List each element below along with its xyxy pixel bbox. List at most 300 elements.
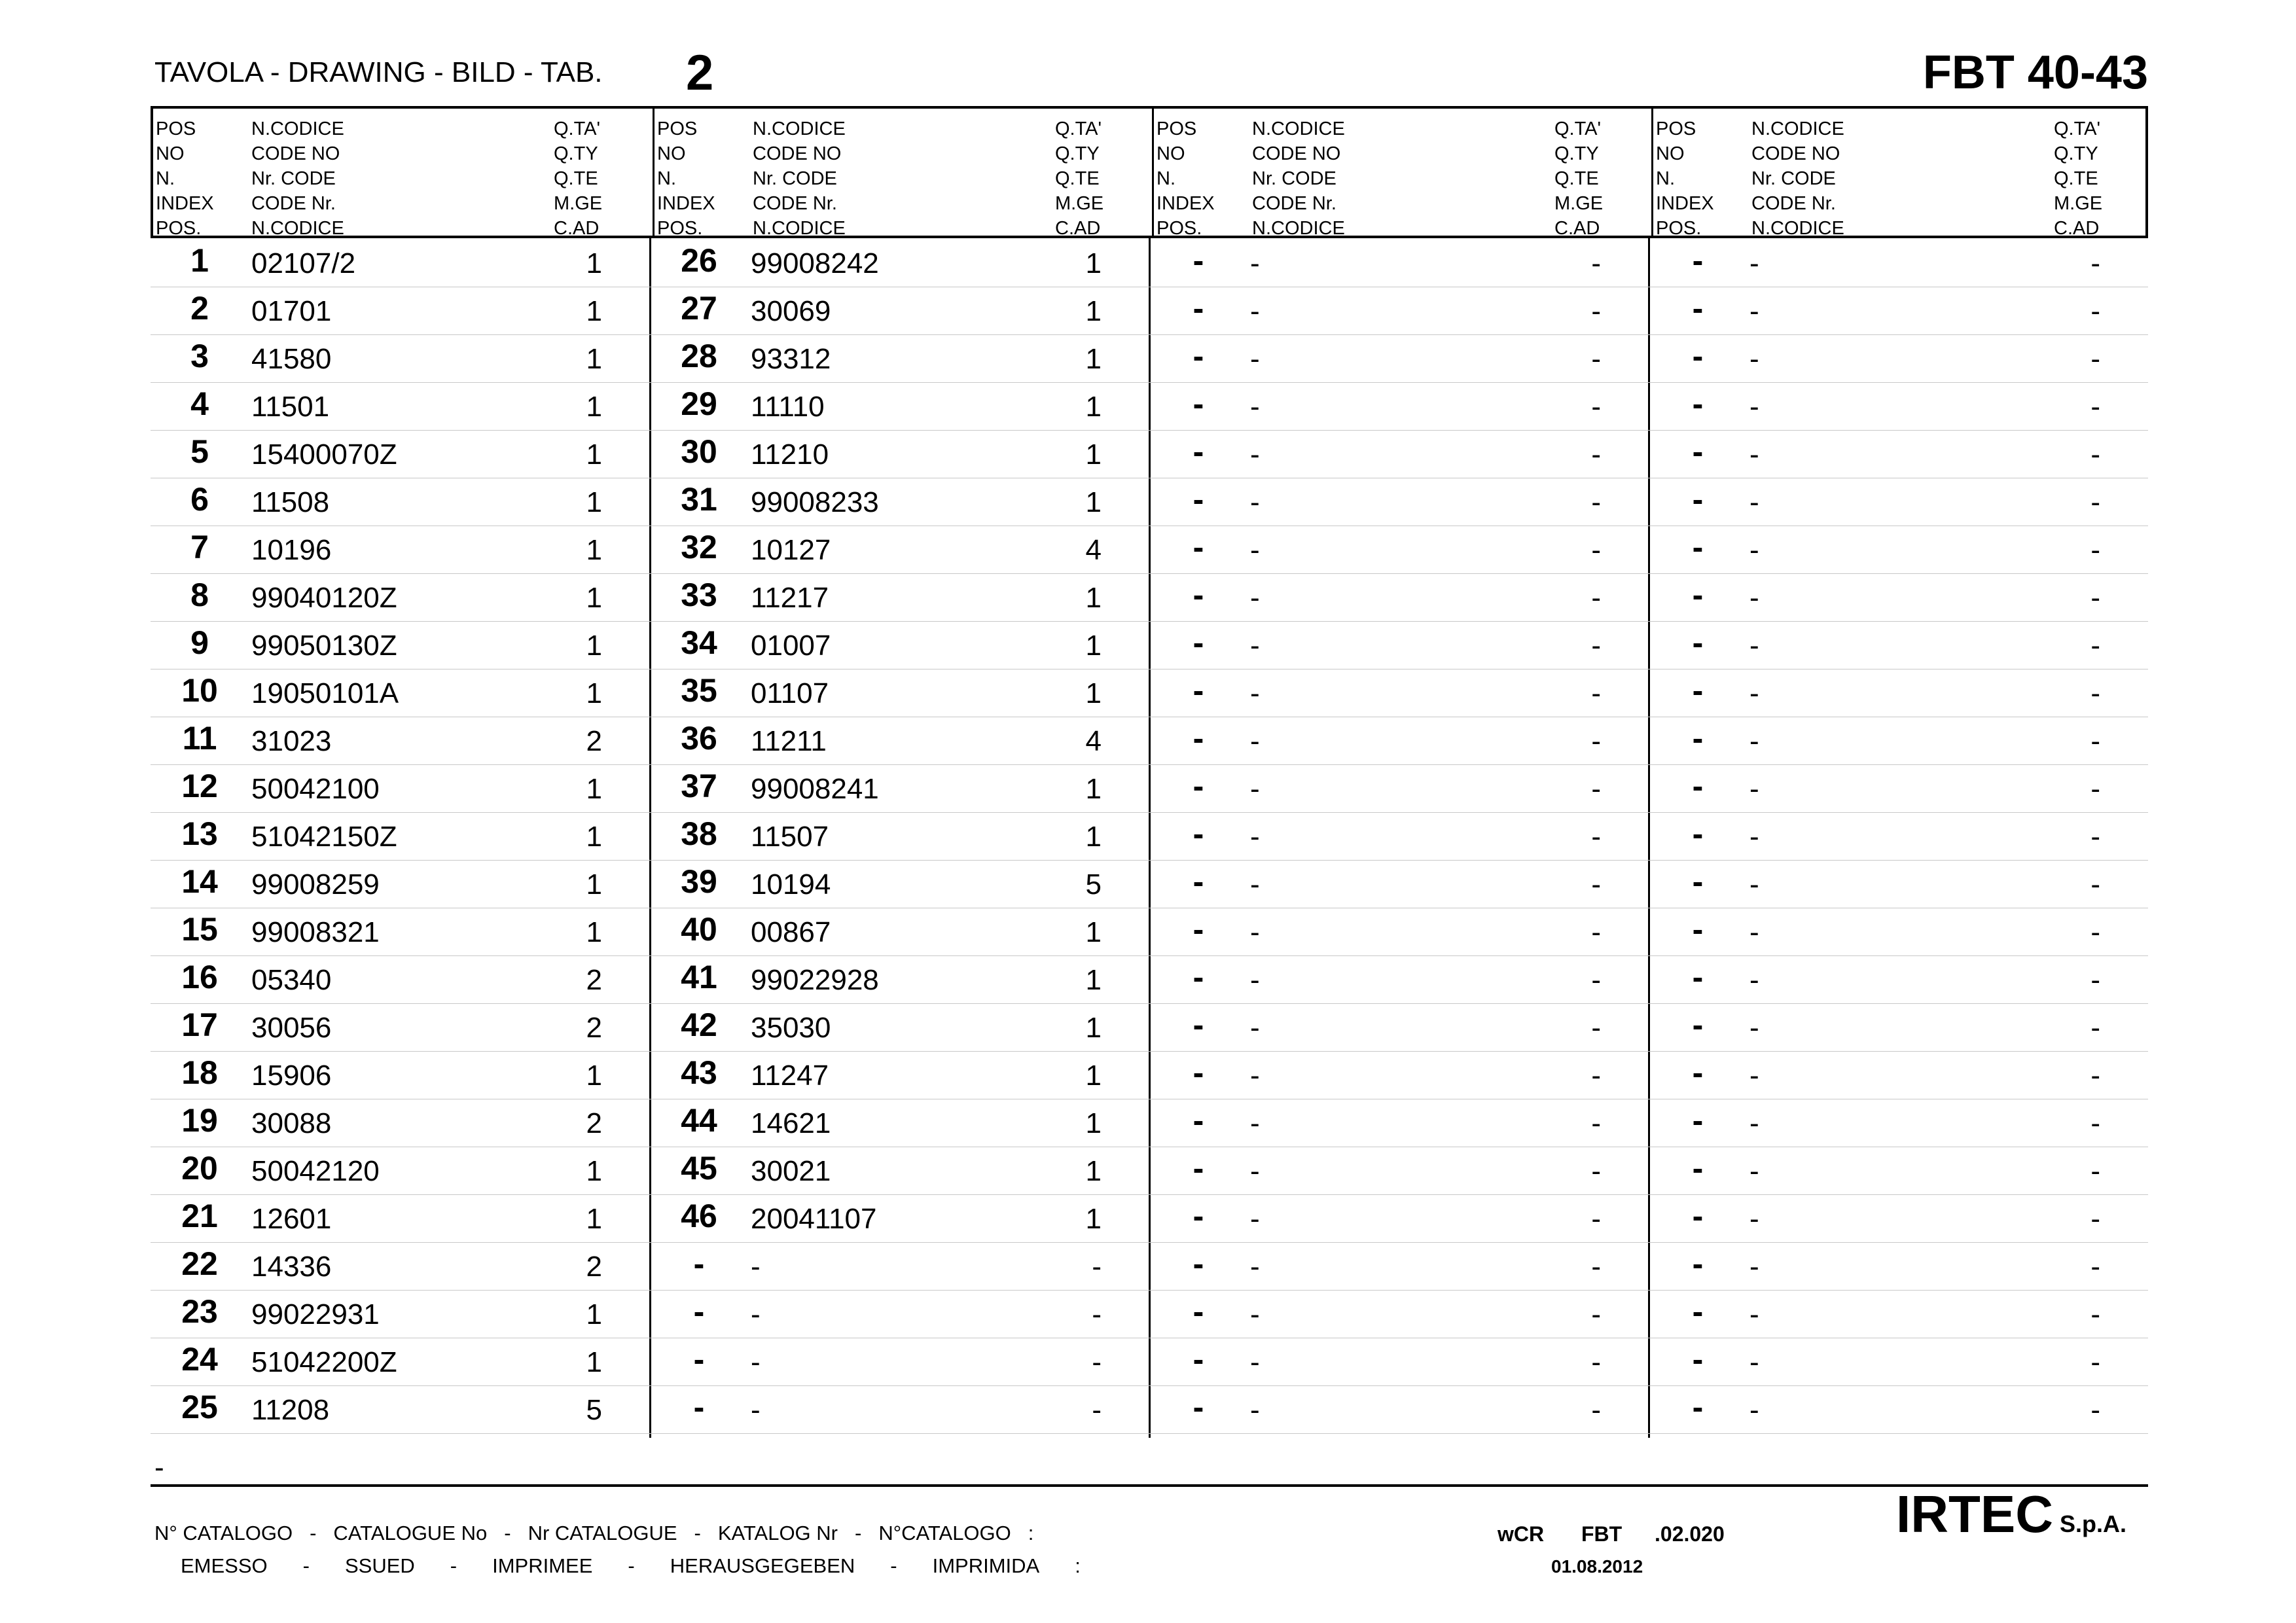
quantity: 2 <box>586 964 602 996</box>
quantity: - <box>2090 438 2100 471</box>
header-pos-labels <box>156 116 214 241</box>
position-number: - <box>1193 242 1204 279</box>
footer-label: HERAUSGEGEBEN <box>670 1554 855 1577</box>
part-code: 11508 <box>251 486 330 518</box>
part-code: - <box>1250 343 1260 375</box>
header-label: M.GE <box>554 193 603 214</box>
issued-line <box>181 1554 1116 1578</box>
part-code: - <box>1749 438 1759 471</box>
quantity: - <box>1591 1251 1601 1283</box>
part-code: - <box>1250 582 1260 614</box>
position-number: - <box>1692 672 1704 709</box>
header-code-labels <box>1751 116 1844 241</box>
part-code: - <box>1250 630 1260 662</box>
footer-label: - <box>628 1554 635 1577</box>
part-code: 30021 <box>751 1155 831 1187</box>
position-number: 43 <box>681 1054 717 1091</box>
position-number: 40 <box>681 911 717 948</box>
catalog-ref-model: FBT <box>1581 1522 1623 1546</box>
position-number: - <box>1193 1245 1204 1282</box>
part-code: - <box>1250 1155 1260 1187</box>
footer-label: - <box>694 1522 701 1544</box>
quantity: 1 <box>1085 1012 1102 1044</box>
position-number: 30 <box>681 433 717 470</box>
note-text: - <box>154 1452 164 1484</box>
position-number: 33 <box>681 577 717 613</box>
quantity: - <box>1591 343 1601 375</box>
part-code: 99022931 <box>251 1298 380 1330</box>
position-number: - <box>693 1389 705 1425</box>
table-row <box>151 764 2148 812</box>
position-number: - <box>1692 481 1704 518</box>
part-code: 30056 <box>251 1012 332 1044</box>
position-number: - <box>1692 433 1704 470</box>
quantity: - <box>2090 821 2100 853</box>
part-code: - <box>1749 916 1759 948</box>
quantity: 1 <box>1085 343 1102 375</box>
part-code: - <box>1250 486 1260 518</box>
position-number: 16 <box>181 959 218 995</box>
quantity: - <box>1092 1251 1102 1283</box>
part-code: 50042120 <box>251 1155 380 1187</box>
header-label: Q.TY <box>1554 143 1599 164</box>
table-row <box>151 382 2148 429</box>
part-code: - <box>1250 1107 1260 1139</box>
position-number: 21 <box>181 1198 218 1234</box>
quantity: - <box>1591 1060 1601 1092</box>
position-number: 10 <box>181 672 218 709</box>
header-code-labels <box>1252 116 1345 241</box>
position-number: 5 <box>190 433 209 470</box>
position-number: - <box>1193 863 1204 900</box>
footer-label: - <box>504 1522 511 1544</box>
footer-label: SSUED <box>344 1554 415 1577</box>
catalog-number-line <box>154 1522 1050 1545</box>
position-number: 31 <box>681 481 717 518</box>
part-code: - <box>1250 534 1260 566</box>
quantity: - <box>1591 486 1601 518</box>
position-number: 22 <box>181 1245 218 1282</box>
header-label: CODE NO <box>1252 143 1341 164</box>
position-number: - <box>1193 290 1204 327</box>
table-row <box>151 1050 2148 1098</box>
table-row <box>151 668 2148 716</box>
quantity: - <box>1591 1155 1601 1187</box>
quantity: 1 <box>1085 247 1102 279</box>
part-code: 11247 <box>751 1060 829 1092</box>
part-code: - <box>751 1346 761 1378</box>
table-row <box>151 1146 2148 1194</box>
quantity: 2 <box>586 1012 602 1044</box>
part-code: 99008242 <box>751 247 879 279</box>
header-label: Q.TA' <box>1055 118 1102 139</box>
part-code: - <box>1749 534 1759 566</box>
quantity: - <box>1591 1394 1601 1426</box>
header-label: POS. <box>156 218 202 239</box>
position-number: - <box>1692 768 1704 804</box>
header-label: C.AD <box>2054 218 2100 239</box>
quantity: - <box>2090 868 2100 901</box>
part-code: - <box>751 1394 761 1426</box>
quantity: - <box>2090 1298 2100 1330</box>
part-code: - <box>1250 1346 1260 1378</box>
position-number: - <box>1692 385 1704 422</box>
part-code: 99008321 <box>251 916 380 948</box>
footer-label: IMPRIMIDA <box>932 1554 1040 1577</box>
quantity: - <box>1591 1298 1601 1330</box>
quantity: 1 <box>1085 1155 1102 1187</box>
header-label: Q.TY <box>2054 143 2098 164</box>
part-code: - <box>1250 1203 1260 1235</box>
position-number: - <box>1193 1054 1204 1091</box>
position-number: 13 <box>181 815 218 852</box>
header-label: POS <box>156 118 196 139</box>
header-label: NO <box>1656 143 1685 164</box>
table-row <box>151 334 2148 382</box>
model-name: FBT 40-43 <box>1922 46 2148 99</box>
header-label: C.AD <box>1055 218 1101 239</box>
position-number: 24 <box>181 1341 218 1378</box>
position-number: - <box>1193 481 1204 518</box>
position-number: - <box>693 1293 705 1330</box>
quantity: 1 <box>586 677 602 709</box>
part-code: - <box>1749 821 1759 853</box>
position-number: - <box>1692 815 1704 852</box>
footer-label: N° CATALOGO <box>154 1522 293 1544</box>
quantity: - <box>1591 1346 1601 1378</box>
quantity: 1 <box>586 1346 602 1378</box>
footer-label: CATALOGUE No <box>333 1522 488 1544</box>
position-number: 2 <box>190 290 209 327</box>
position-number: - <box>1692 624 1704 661</box>
drawing-title: TAVOLA - DRAWING - BILD - TAB. <box>154 56 603 88</box>
part-code: 11208 <box>251 1394 330 1426</box>
part-code: 99008233 <box>751 486 879 518</box>
position-number: - <box>1193 577 1204 613</box>
quantity: - <box>2090 1012 2100 1044</box>
header-label: CODE Nr. <box>1751 193 1836 214</box>
header-label: N.CODICE <box>753 218 846 239</box>
header-label: INDEX <box>657 193 715 214</box>
position-number: - <box>1692 1102 1704 1139</box>
quantity: 1 <box>1085 916 1102 948</box>
part-code: - <box>1749 1107 1759 1139</box>
quantity: - <box>1092 1394 1102 1426</box>
footer-label: - <box>450 1554 457 1577</box>
position-number: - <box>1193 1102 1204 1139</box>
quantity: 2 <box>586 1251 602 1283</box>
table-row <box>151 238 2148 286</box>
part-code: 01107 <box>751 677 829 709</box>
quantity: - <box>1591 1107 1601 1139</box>
quantity: 1 <box>586 1155 602 1187</box>
part-code: 41580 <box>251 343 332 375</box>
quantity: - <box>2090 343 2100 375</box>
header-label: C.AD <box>554 218 600 239</box>
part-code: - <box>1749 486 1759 518</box>
header-label: N.CODICE <box>1252 218 1345 239</box>
position-number: 37 <box>681 768 717 804</box>
parts-table <box>151 238 2148 1438</box>
header-label: POS. <box>657 218 703 239</box>
header-label: Q.TE <box>1554 168 1599 189</box>
header-label: POS. <box>1157 218 1202 239</box>
header-pos-labels <box>1157 116 1215 241</box>
table-row <box>151 477 2148 525</box>
quantity: - <box>2090 1203 2100 1235</box>
quantity: 1 <box>1085 773 1102 805</box>
part-code: 02107/2 <box>251 247 356 279</box>
quantity: - <box>1591 582 1601 614</box>
position-number: 19 <box>181 1102 218 1139</box>
header-label: M.GE <box>2054 193 2103 214</box>
position-number: - <box>1692 290 1704 327</box>
position-number: - <box>693 1245 705 1282</box>
position-number: - <box>1193 1341 1204 1378</box>
part-code: - <box>1749 773 1759 805</box>
quantity: - <box>2090 582 2100 614</box>
quantity: - <box>2090 486 2100 518</box>
quantity: - <box>2090 295 2100 327</box>
footer-label: : <box>1028 1522 1034 1544</box>
quantity: 1 <box>586 868 602 901</box>
footer-label: : <box>1075 1554 1081 1577</box>
quantity: 1 <box>1085 630 1102 662</box>
quantity: 1 <box>1085 486 1102 518</box>
header-label: CODE NO <box>1751 143 1840 164</box>
position-number: 15 <box>181 911 218 948</box>
position-number: - <box>1193 815 1204 852</box>
header-label: INDEX <box>1157 193 1215 214</box>
header-label: Q.TA' <box>1554 118 1602 139</box>
part-code: - <box>1749 1012 1759 1044</box>
part-code: 05340 <box>251 964 332 996</box>
table-row <box>151 907 2148 955</box>
footer-label: - <box>310 1522 317 1544</box>
part-code: - <box>1250 1012 1260 1044</box>
part-code: 99022928 <box>751 964 879 996</box>
quantity: - <box>2090 1107 2100 1139</box>
quantity: - <box>2090 1394 2100 1426</box>
position-number: 17 <box>181 1007 218 1043</box>
quantity: 1 <box>586 343 602 375</box>
part-code: 31023 <box>251 725 332 757</box>
position-number: 11 <box>182 720 217 757</box>
header-qty-labels <box>2054 116 2102 241</box>
position-number: - <box>1692 529 1704 565</box>
header-label: Nr. CODE <box>753 168 837 189</box>
position-number: - <box>1193 433 1204 470</box>
header-label: NO <box>657 143 686 164</box>
table-row <box>151 1289 2148 1337</box>
table-row <box>151 812 2148 859</box>
header-label: CODE Nr. <box>1252 193 1336 214</box>
position-number: - <box>1692 1054 1704 1091</box>
quantity: - <box>2090 916 2100 948</box>
quantity: - <box>2090 1155 2100 1187</box>
position-number: - <box>1193 1007 1204 1043</box>
position-number: 23 <box>181 1293 218 1330</box>
part-code: 15906 <box>251 1060 332 1092</box>
quantity: - <box>2090 630 2100 662</box>
part-code: 20041107 <box>751 1203 877 1235</box>
quantity: 1 <box>586 486 602 518</box>
part-code: - <box>1250 247 1260 279</box>
quantity: - <box>1591 438 1601 471</box>
quantity: 1 <box>586 1060 602 1092</box>
position-number: 12 <box>181 768 218 804</box>
part-code: - <box>1749 1203 1759 1235</box>
quantity: 2 <box>586 1107 602 1139</box>
quantity: - <box>1591 677 1601 709</box>
header-label: Q.TE <box>2054 168 2098 189</box>
header-label: Nr. CODE <box>1751 168 1836 189</box>
header-label: CODE Nr. <box>753 193 837 214</box>
quantity: 1 <box>586 1203 602 1235</box>
header-label: Q.TE <box>1055 168 1100 189</box>
quantity: - <box>1591 295 1601 327</box>
header-label: Q.TA' <box>2054 118 2101 139</box>
quantity: 1 <box>586 1298 602 1330</box>
position-number: 14 <box>181 863 218 900</box>
footer-label: EMESSO <box>181 1554 268 1577</box>
position-number: - <box>1193 1150 1204 1186</box>
footer-label: KATALOG Nr <box>717 1522 838 1544</box>
part-code: - <box>1749 630 1759 662</box>
header-label: CODE Nr. <box>251 193 336 214</box>
position-number: - <box>1692 720 1704 757</box>
part-code: 99008241 <box>751 773 879 805</box>
position-number: - <box>1193 720 1204 757</box>
part-code: 93312 <box>751 343 831 375</box>
part-code: - <box>1749 247 1759 279</box>
header-qty-labels <box>554 116 602 241</box>
position-number: - <box>1692 577 1704 613</box>
part-code: - <box>1749 1394 1759 1426</box>
quantity: - <box>2090 964 2100 996</box>
header-label: POS <box>1157 118 1197 139</box>
part-code: 11501 <box>251 391 330 423</box>
header-column-group <box>1651 109 2151 239</box>
position-number: 18 <box>181 1054 218 1091</box>
position-number: - <box>1193 1389 1204 1425</box>
position-number: - <box>1692 1293 1704 1330</box>
issue-date: 01.08.2012 <box>1551 1556 1643 1577</box>
position-number: - <box>1692 863 1704 900</box>
position-number: - <box>1692 1341 1704 1378</box>
table-row <box>151 1241 2148 1289</box>
part-code: 30069 <box>751 295 831 327</box>
footer-label: - <box>855 1522 862 1544</box>
part-code: - <box>1250 725 1260 757</box>
position-number: - <box>1692 911 1704 948</box>
quantity: - <box>1092 1346 1102 1378</box>
quantity: 1 <box>1085 964 1102 996</box>
part-code: 10196 <box>251 534 332 566</box>
header-label: Nr. CODE <box>1252 168 1336 189</box>
part-code: - <box>1749 964 1759 996</box>
quantity: - <box>2090 534 2100 566</box>
position-number: 7 <box>190 529 209 565</box>
header-label: Q.TY <box>554 143 598 164</box>
part-code: 51042200Z <box>251 1346 397 1378</box>
quantity: 1 <box>1085 1107 1102 1139</box>
part-code: 01007 <box>751 630 831 662</box>
position-number: - <box>1193 624 1204 661</box>
part-code: - <box>1250 773 1260 805</box>
header-label: C.AD <box>1554 218 1600 239</box>
company-name: IRTEC <box>1896 1485 2053 1543</box>
part-code: - <box>1749 1298 1759 1330</box>
part-code: - <box>1250 1251 1260 1283</box>
part-code: - <box>1250 391 1260 423</box>
header-label: N.CODICE <box>1751 218 1844 239</box>
quantity: 1 <box>1085 1060 1102 1092</box>
header-label: N. <box>156 168 175 189</box>
header-label: N.CODICE <box>251 118 344 139</box>
table-row <box>151 286 2148 334</box>
part-code: 35030 <box>751 1012 831 1044</box>
part-code: - <box>1250 1394 1260 1426</box>
part-code: 51042150Z <box>251 821 397 853</box>
header-label: INDEX <box>1656 193 1714 214</box>
part-code: 11210 <box>751 438 829 471</box>
quantity: - <box>2090 1251 2100 1283</box>
quantity: - <box>2090 391 2100 423</box>
position-number: - <box>1193 385 1204 422</box>
header-code-labels <box>753 116 846 241</box>
header-label: M.GE <box>1554 193 1604 214</box>
part-code: 12601 <box>251 1203 332 1235</box>
table-row <box>151 429 2148 477</box>
table-row <box>151 1385 2148 1433</box>
part-code: - <box>751 1298 761 1330</box>
footer-label: IMPRIMEE <box>492 1554 593 1577</box>
quantity: 1 <box>586 773 602 805</box>
position-number: - <box>1692 1389 1704 1425</box>
header-label: INDEX <box>156 193 214 214</box>
table-row <box>151 859 2148 907</box>
part-code: - <box>1250 821 1260 853</box>
company-suffix: S.p.A. <box>2060 1510 2127 1537</box>
quantity: 5 <box>586 1394 602 1426</box>
row-separator <box>151 1433 2148 1434</box>
quantity: 2 <box>586 725 602 757</box>
part-code: 99040120Z <box>251 582 397 614</box>
part-code: 11110 <box>751 391 825 423</box>
position-number: - <box>1193 338 1204 374</box>
part-code: 11211 <box>751 725 827 757</box>
header-column-group <box>153 109 653 239</box>
quantity: 1 <box>1085 438 1102 471</box>
quantity: - <box>2090 1346 2100 1378</box>
position-number: 3 <box>190 338 209 374</box>
quantity: - <box>1591 1012 1601 1044</box>
quantity: - <box>1591 1203 1601 1235</box>
position-number: - <box>1193 959 1204 995</box>
header-pos-labels <box>657 116 715 241</box>
quantity: 1 <box>586 247 602 279</box>
quantity: - <box>1591 725 1601 757</box>
position-number: 9 <box>190 624 209 661</box>
quantity: 4 <box>1085 725 1102 757</box>
quantity: 1 <box>1085 582 1102 614</box>
part-code: 10127 <box>751 534 831 566</box>
part-code: 19050101A <box>251 677 399 709</box>
header-label: M.GE <box>1055 193 1104 214</box>
position-number: - <box>1193 529 1204 565</box>
position-number: 34 <box>681 624 717 661</box>
